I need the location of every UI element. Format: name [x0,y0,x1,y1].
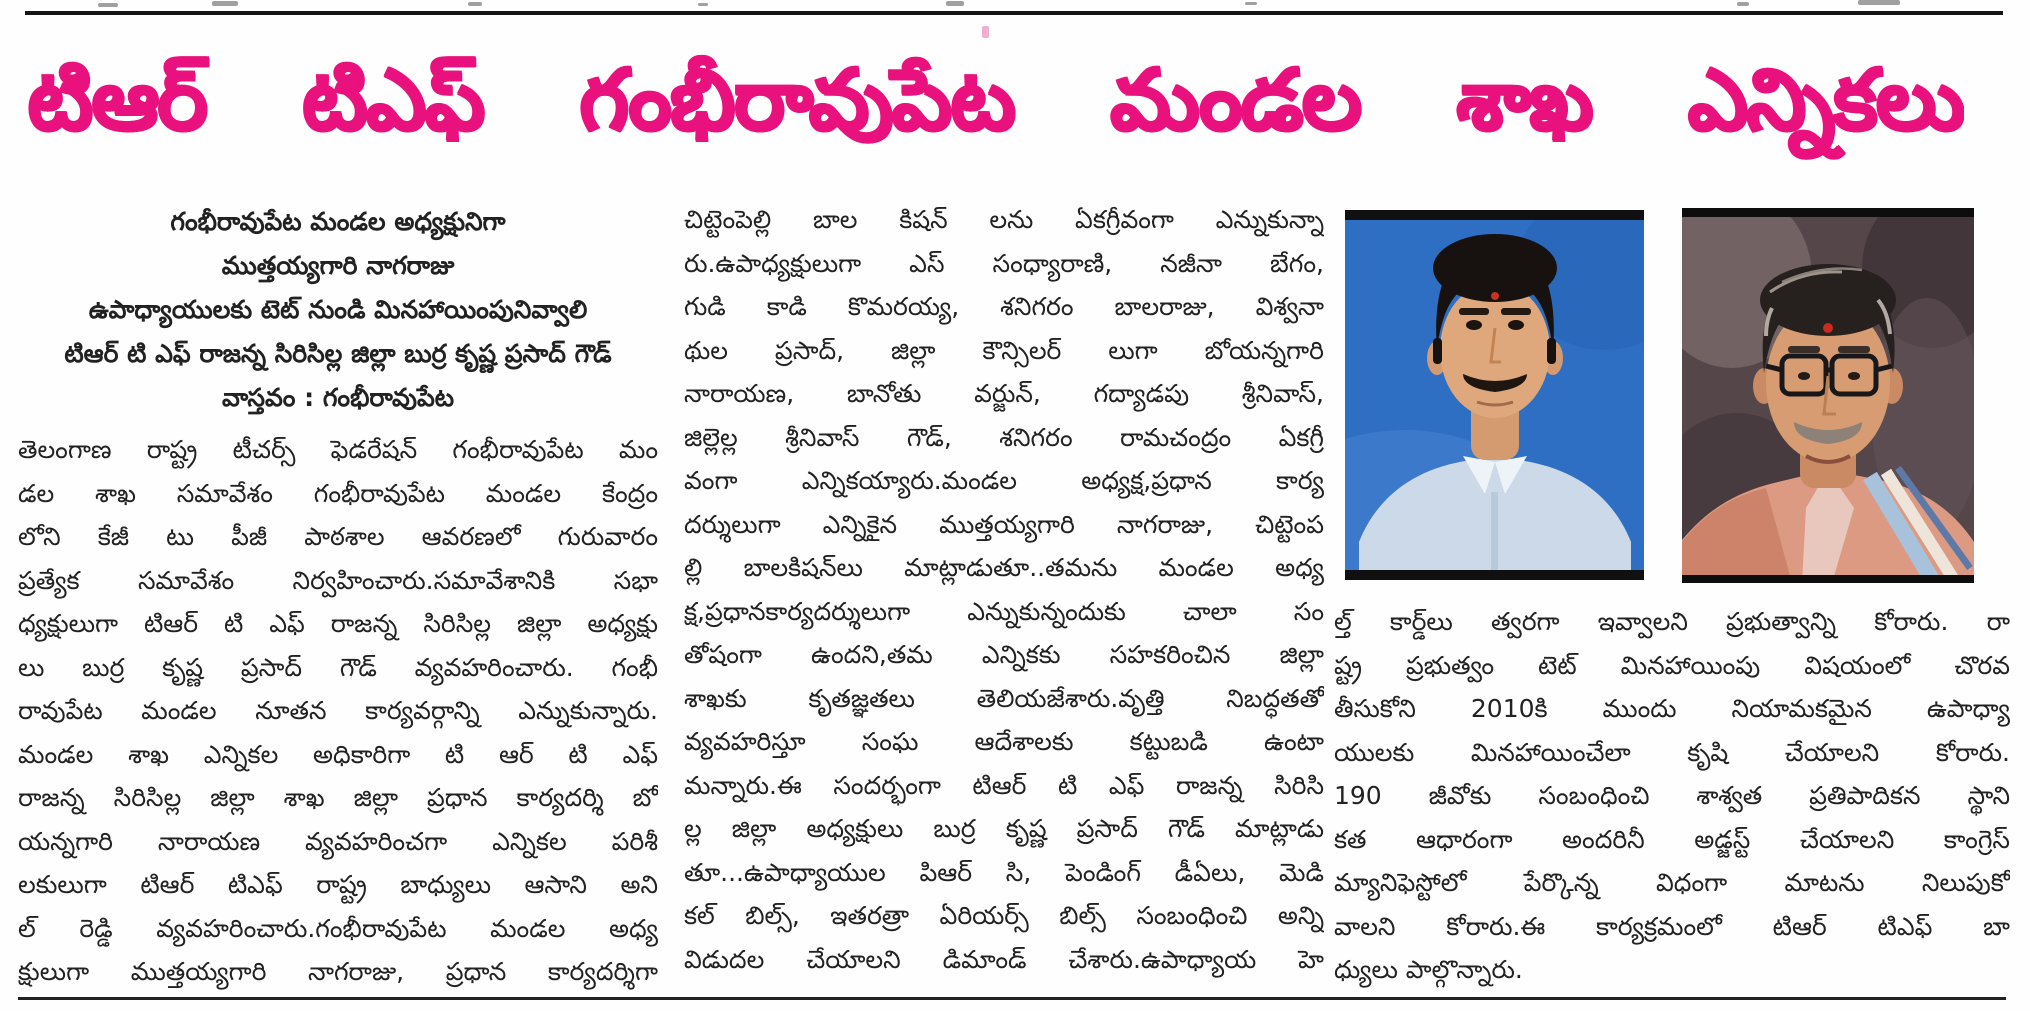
column1-text [18,428,658,994]
text-line: లోని కేజీ టు పీజీ పాఠశాల ఆవరణలో గురువారం [18,522,658,551]
text-line: కత ఆధారంగా అందరినీ అడ్జస్ట్ చేయాలని కాంగ్రెస్ [1334,824,2010,854]
text-line: రావుపేట మండల నూతన కార్యవర్గాన్ని ఎన్నుకున్నారు. [18,696,658,725]
text-line: కల్ బిల్స్, ఇతరత్రా ఏరియర్స్ బిల్స్ సంబంధించి అన్ని [684,901,1324,930]
print-artifact [698,3,708,6]
text-line: ల్త్ కార్డ్‌లు త్వరగా ఇవ్వాలని ప్రభుత్వాన్ని కోరారు. రా [1334,607,2010,636]
sub-headline-line: టిఆర్ టి ఎఫ్ రాజన్న సిరిసిల్ల జిల్లా బుర్ర కృష్ణ ప్రసాద్ గౌడ్ [64,339,612,368]
print-artifact [1858,0,1900,5]
sub-headline-line: గంభీరావుపేట మండల అధ్యక్షునిగా [170,207,506,236]
text-line: విడుదల చేయాలని డిమాండ్ చేశారు.ఉపాధ్యాయ హె [684,944,1324,974]
photo-row [1334,200,2010,600]
text-line: గుడి కాడి కొమరయ్య, శనిగరం బాలరాజు, విశ్వనా [684,292,1324,321]
text-line: వాలని కోరారు.ఈ కార్యక్రమంలో టిఆర్ టిఎఫ్ బా [1334,911,2010,941]
text-line: తూ...ఉపాధ్యాయుల పిఆర్ సి, పెండింగ్ డీఏలు, మెడి [684,857,1324,887]
text-line: ల్ రెడ్డి వ్యవహరించారు.గంభీరావుపేట మండల అధ్య [18,913,658,943]
column2-text [684,198,1324,981]
text-line: క్షులుగా ముత్తయ్యగారి నాగరాజు, ప్రధాన కార్యదర్శిగా [18,957,658,986]
print-artifact [1737,2,1749,6]
text-line: మ్యానిఫెస్టోలో పేర్కొన్న విధంగా మాటను నిలుపుకో [1334,868,2010,897]
text-line: వ్యవహరిస్తూ సంఘ ఆదేశాలకు కట్టుబడి ఉంటా [684,727,1324,756]
text-line: ధ్యులు పాల్గొన్నారు. [1334,955,1523,984]
text-line: లు బుర్ర కృష్ణ ప్రసాద్ గౌడ్ వ్యవహరించారు. గంభీ [18,652,658,682]
text-line: నారాయణ, బానోతు వర్జున్, గద్యాడపు శ్రీనివాస్, [684,379,1324,408]
text-line: శాఖకు కృతజ్ఞతలు తెలియజేశారు.వృత్తి నిబద్ధతతో [684,683,1324,713]
text-line: 190 జీవోకు సంబంధించి శాశ్వత ప్రతిపాదికన స్థాని [1334,781,2010,810]
text-line: యులకు మినహాయించేలా కృషి చేయాలని కోరారు. [1334,737,2010,767]
text-line: ల్లి బాలకిషన్‌లు మాట్లాడుతూ..తమను మండల అధ్య [684,553,1324,582]
portrait-photo-man-glasses [1682,208,1974,583]
text-line: మన్నారు.ఈ సందర్భంగా టిఆర్ టి ఎఫ్ రాజన్న సిరిసి [684,770,1324,800]
sub-headline-block [18,200,658,420]
text-line: జిల్లెల్ల శ్రీనివాస్ గౌడ్, శనిగరం రామచంద్రం ఏకగ్రీ [684,422,1324,452]
top-divider-rule [25,11,2003,15]
print-artifact [946,1,964,6]
man-portrait-illustration [1682,208,1974,583]
text-line: చిట్టెంపెల్లి బాల కిషన్ లను ఏకగ్రీవంగా ఎన్నుకున్నా [684,205,1324,234]
text-line: వంగా ఎన్నికయ్యారు.మండల అధ్యక్ష,ప్రధాన కార్య [684,466,1324,495]
print-artifact [98,3,118,7]
sub-headline-line: వాస్తవం : గంభీరావుపేట [221,383,455,412]
bottom-divider-rule [18,997,2006,1000]
sub-headline-line: ఉపాధ్యాయులకు టెట్ నుండి మినహాయింపునివ్వాలి [88,295,588,324]
text-line: దర్శులుగా ఎన్నికైన ముత్తయ్యగారి నాగరాజు, చిట్టెంప [684,509,1324,539]
column3-text [1334,600,2010,992]
print-artifact [468,2,482,6]
print-artifact [212,1,238,6]
text-line: ష్ట్ర ప్రభుత్వం టెట్ మినహాయింపు విషయంలో చొరవ [1334,650,2010,680]
text-line: థుల ప్రసాద్, జిల్లా కౌన్సిలర్ లుగా బోయన్నగారి [684,335,1324,365]
text-line: డల శాఖ సమావేశం గంభీరావుపేట మండల కేంద్రం [18,478,658,508]
text-line: ధ్యక్షులుగా టిఆర్ టి ఎఫ్ రాజన్న సిరిసిల్ల జిల్లా అధ్యక్షు [18,609,658,638]
man-portrait-illustration [1345,210,1644,580]
column-3 [1334,200,2010,992]
text-line: మండల శాఖ ఎన్నికల అధికారిగా టి ఆర్ టి ఎఫ్ [18,739,658,769]
column-1 [18,200,658,994]
text-line: తీసుకోని 2010కి ముందు నియామకమైన ఉపాధ్యా [1334,694,2010,723]
headline: టిఆర్ టిఎఫ్ గంభీరావుపేట మండల శాఖ ఎన్నికలు [28,51,1964,149]
column-2 [684,198,1324,981]
text-line: రు.ఉపాధ్యక్షులుగా ఎస్ సంధ్యారాణి, నజీనా బేగం, [684,248,1324,278]
sub-headline-line: ముత్తయ్యగారి నాగరాజు [221,251,455,280]
text-line: ల్ల జిల్లా అధ్యక్షులు బుర్ర కృష్ణ ప్రసాద్ గౌడ్ మాట్లాడు [684,814,1324,843]
text-line: ప్రత్యేక సమావేశం నిర్వహించారు.సమావేశానికి సభా [18,565,658,595]
text-line: క్ష,ప్రధానకార్యదర్శులుగా ఎన్నుకున్నందుకు చాలా సం [684,596,1324,626]
text-line: తెలంగాణ రాష్ట్ర టీచర్స్ ఫెడరేషన్ గంభీరావుపేట మం [18,435,658,464]
text-line: తోషంగా ఉందని,తమ ఎన్నికకు సహకరించిన జిల్లా [684,640,1324,669]
text-line: లకులుగా టిఆర్ టిఎఫ్ రాష్ట్ర బాధ్యులు ఆసాని అని [18,870,658,899]
text-line: యన్నగారి నారాయణ వ్యవహరించగా ఎన్నికల పరిశీ [18,826,658,856]
print-artifact [1245,2,1257,5]
portrait-photo-man-blue-background [1345,210,1644,580]
text-line: రాజన్న సిరిసిల్ల జిల్లా శాఖ జిల్లా ప్రధాన కార్యదర్శి బో [18,783,658,812]
